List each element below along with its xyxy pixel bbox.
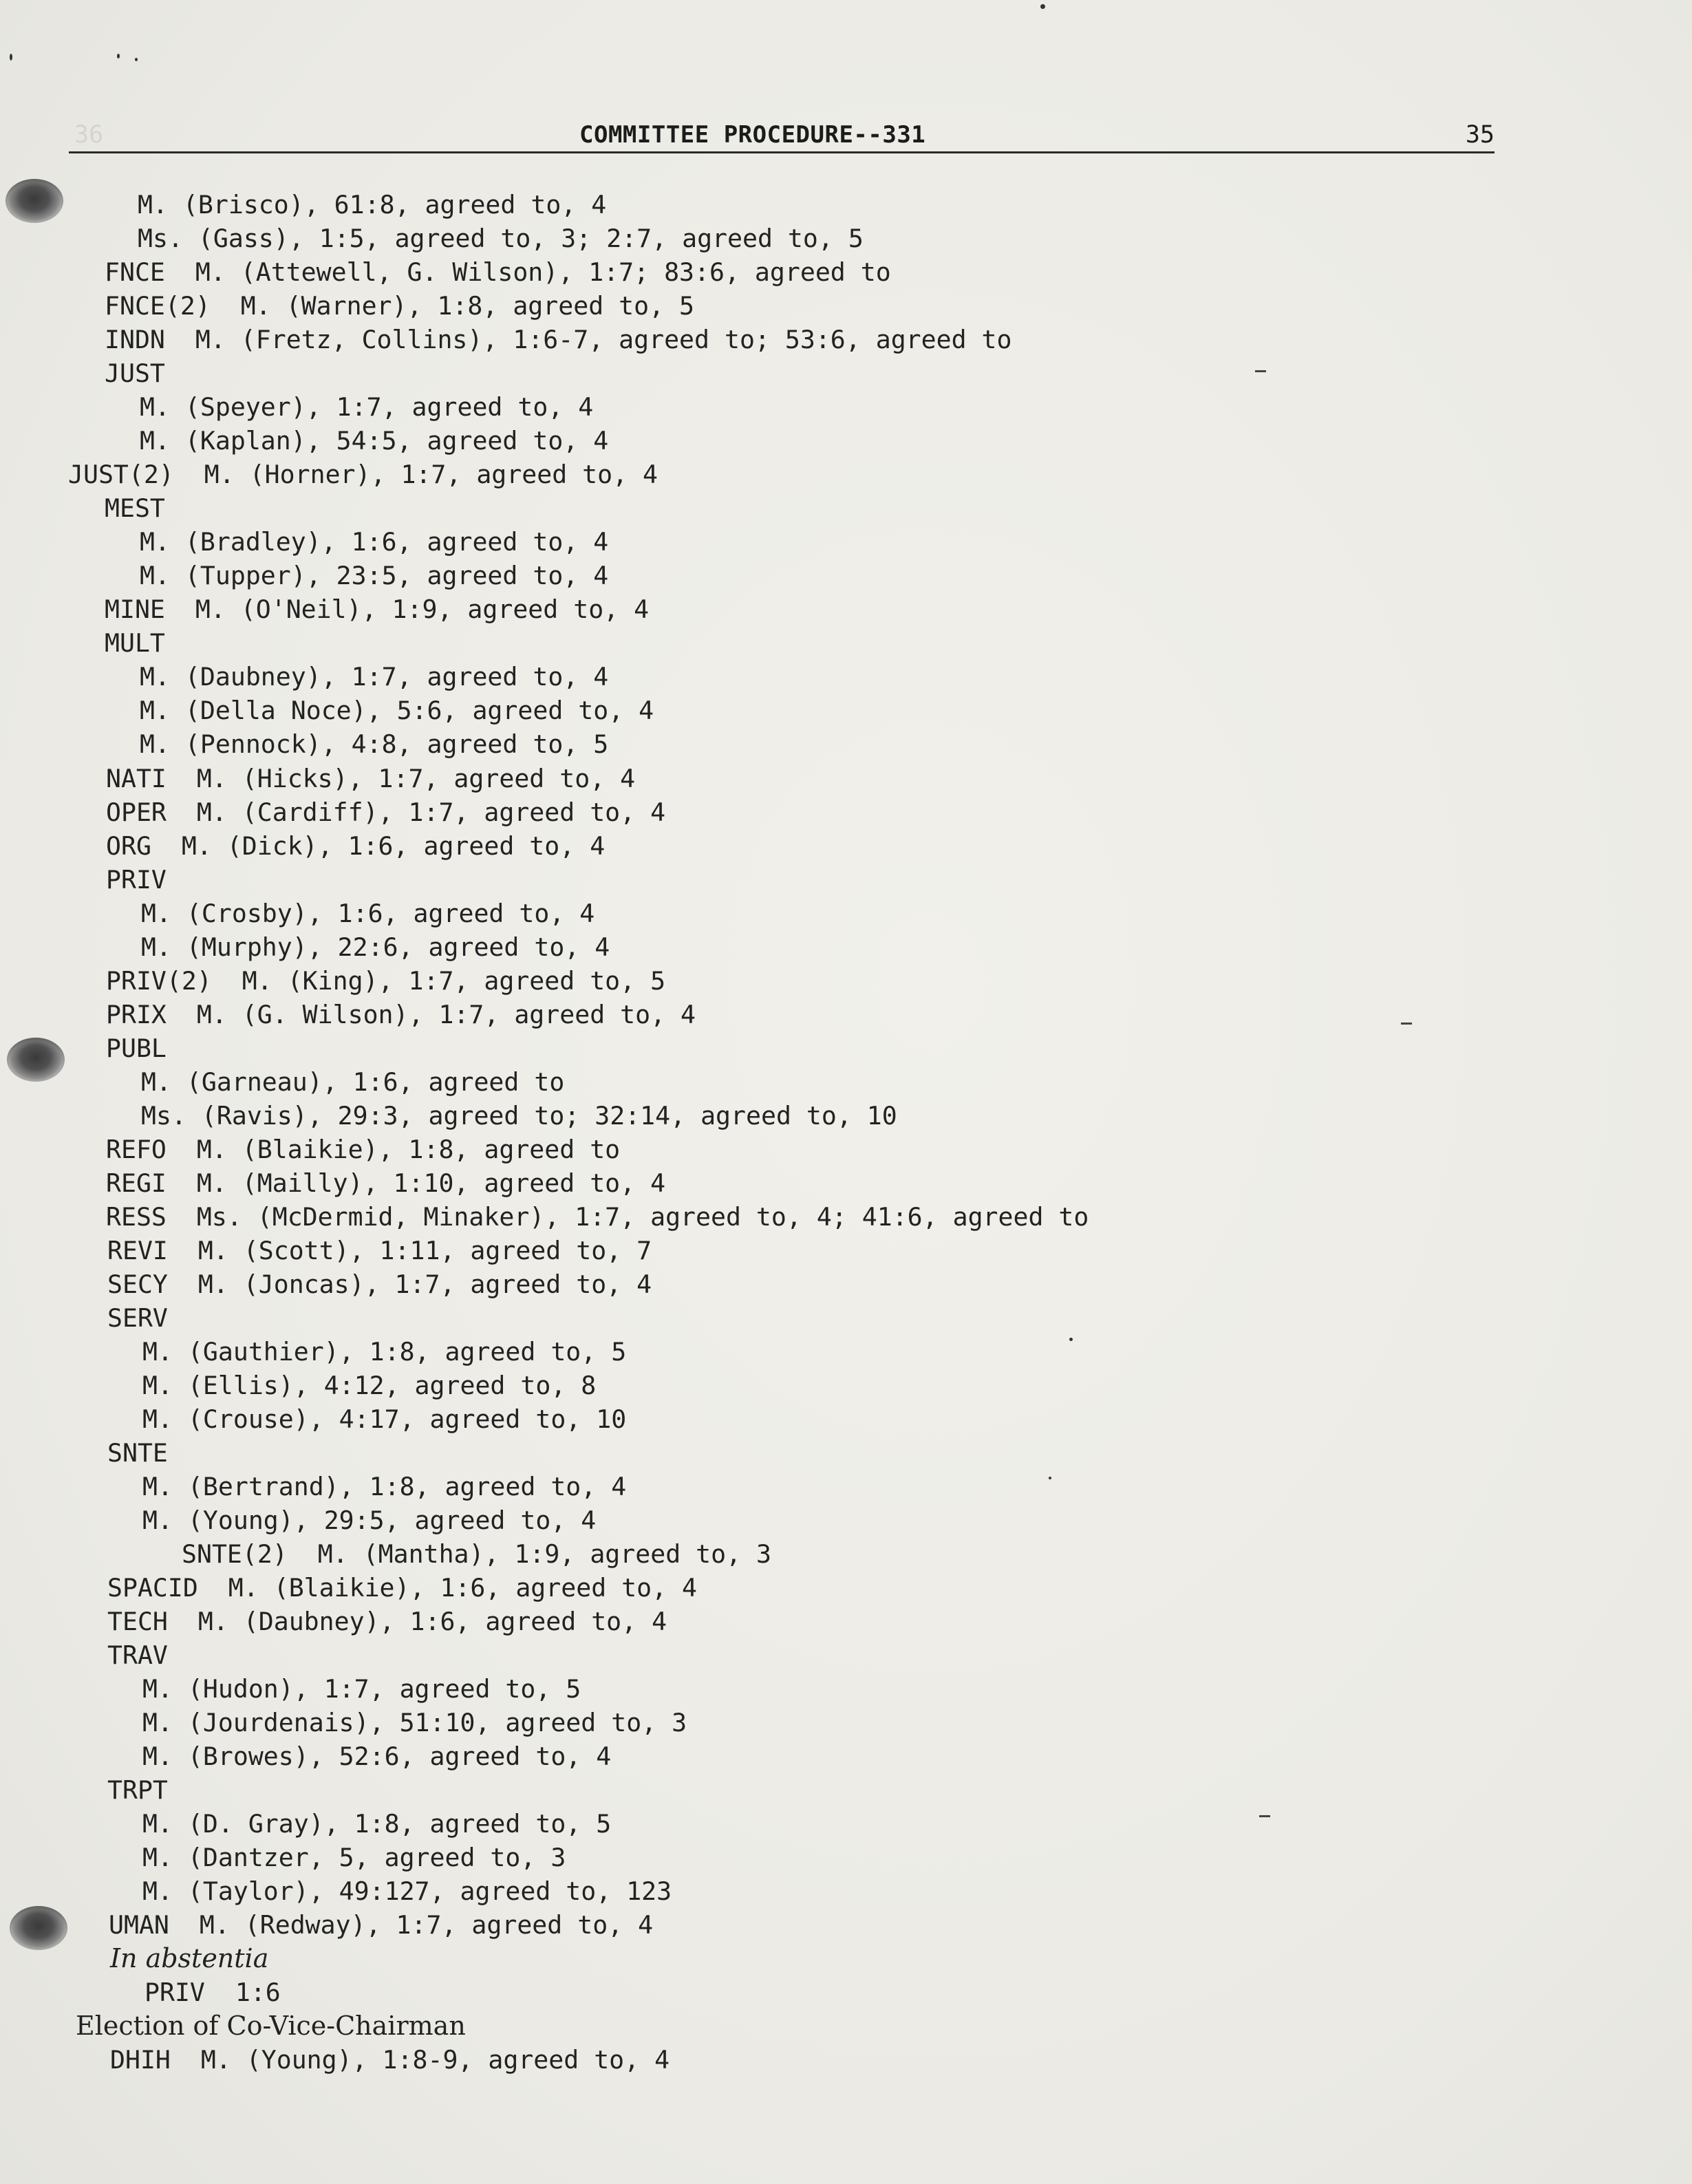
entry-line: NATI M. (Hicks), 1:7, agreed to, 4	[106, 764, 636, 793]
entry-line: M. (Taylor), 49:127, agreed to, 123	[142, 1876, 672, 1906]
entry-line: M. (Murphy), 22:6, agreed to, 4	[141, 932, 610, 962]
entry-line: M. (Kaplan), 54:5, agreed to, 4	[140, 426, 609, 456]
entry-line: UMAN M. (Redway), 1:7, agreed to, 4	[109, 1910, 654, 1940]
entry-line: PRIV 1:6	[144, 1978, 281, 2007]
entry-line: M. (Della Noce), 5:6, agreed to, 4	[140, 696, 654, 725]
page-number: 35	[1465, 121, 1495, 149]
entry-line: DHIH M. (Young), 1:8-9, agreed to, 4	[110, 2045, 670, 2075]
entry-line: M. (Crosby), 1:6, agreed to, 4	[141, 899, 595, 928]
entry-line: Ms. (Gass), 1:5, agreed to, 3; 2:7, agreed to, 5	[138, 224, 864, 253]
margin-mark	[1259, 1815, 1270, 1817]
entry-line: RESS Ms. (McDermid, Minaker), 1:7, agreed to, 4; 41:6, agreed to	[106, 1202, 1089, 1232]
entry-line: JUST	[105, 358, 165, 388]
entry-line: OPER M. (Cardiff), 1:7, agreed to, 4	[106, 797, 666, 827]
entry-line: M. (Gauthier), 1:8, agreed to, 5	[142, 1337, 627, 1367]
entry-line: PRIX M. (G. Wilson), 1:7, agreed to, 4	[106, 1000, 696, 1029]
margin-mark	[1401, 1023, 1412, 1025]
entry-line: M. (Garneau), 1:6, agreed to	[141, 1067, 565, 1097]
entry-line: PRIV	[106, 865, 167, 895]
entry-line: REVI M. (Scott), 1:11, agreed to, 7	[107, 1236, 652, 1265]
speck	[135, 58, 138, 61]
entry-line: TECH M. (Daubney), 1:6, agreed to, 4	[107, 1607, 667, 1636]
entry-line: M. (Young), 29:5, agreed to, 4	[142, 1506, 597, 1535]
entry-line: SPACID M. (Blaikie), 1:6, agreed to, 4	[107, 1573, 698, 1603]
entry-line: PRIV(2) M. (King), 1:7, agreed to, 5	[106, 966, 666, 996]
entry-line: M. (Hudon), 1:7, agreed to, 5	[142, 1674, 581, 1704]
entry-line: SNTE	[107, 1438, 168, 1468]
entry-line: Ms. (Ravis), 29:3, agreed to; 32:14, agreed to, 10	[141, 1101, 897, 1131]
entry-line: REGI M. (Mailly), 1:10, agreed to, 4	[106, 1168, 666, 1198]
entry-line: M. (Pennock), 4:8, agreed to, 5	[140, 729, 609, 759]
entry-line: M. (Dantzer, 5, agreed to, 3	[142, 1843, 566, 1872]
punch-hole	[10, 1906, 67, 1950]
margin-mark	[1255, 370, 1266, 372]
section-subheading: In abstentia	[110, 1943, 269, 1973]
entry-line: SERV	[107, 1303, 168, 1333]
speck	[1040, 4, 1045, 9]
entry-line: TRPT	[107, 1775, 168, 1805]
entry-line: M. (Speyer), 1:7, agreed to, 4	[140, 392, 594, 422]
speck	[117, 54, 120, 58]
entry-line: M. (D. Gray), 1:8, agreed to, 5	[142, 1809, 612, 1839]
entry-line: M. (Bertrand), 1:8, agreed to, 4	[142, 1472, 627, 1501]
speck	[1069, 1338, 1073, 1341]
entry-line: JUST(2) M. (Horner), 1:7, agreed to, 4	[68, 460, 658, 489]
entry-line: INDN M. (Fretz, Collins), 1:6-7, agreed to; 53:6, agreed to	[105, 325, 1012, 354]
section-heading: Election of Co-Vice-Chairman	[76, 2011, 466, 2041]
entry-line: ORG M. (Dick), 1:6, agreed to, 4	[106, 831, 606, 861]
entry-line: REFO M. (Blaikie), 1:8, agreed to	[106, 1135, 621, 1164]
entry-line: TRAV	[107, 1640, 168, 1670]
speck	[1049, 1477, 1051, 1479]
entry-line: FNCE M. (Attewell, G. Wilson), 1:7; 83:6, agreed to	[105, 257, 891, 287]
entry-line: M. (Bradley), 1:6, agreed to, 4	[140, 527, 609, 557]
entry-line: PUBL	[106, 1034, 167, 1063]
entry-line: FNCE(2) M. (Warner), 1:8, agreed to, 5	[105, 291, 695, 321]
entry-line: M. (Browes), 52:6, agreed to, 4	[142, 1742, 612, 1771]
entry-line: M. (Crouse), 4:17, agreed to, 10	[142, 1404, 627, 1434]
entry-line: MEST	[105, 493, 165, 523]
entry-line: SNTE(2) M. (Mantha), 1:9, agreed to, 3	[182, 1539, 772, 1569]
entry-line: MULT	[105, 628, 165, 658]
running-head-title: COMMITTEE PROCEDURE--331	[579, 121, 926, 149]
punch-hole	[6, 179, 63, 223]
entry-line: M. (Jourdenais), 51:10, agreed to, 3	[142, 1708, 687, 1737]
speck	[10, 54, 12, 61]
entry-line: MINE M. (O'Neil), 1:9, agreed to, 4	[105, 595, 650, 624]
entry-line: M. (Ellis), 4:12, agreed to, 8	[142, 1371, 597, 1400]
entry-line: M. (Daubney), 1:7, agreed to, 4	[140, 662, 609, 692]
entry-line: M. (Brisco), 61:8, agreed to, 4	[138, 190, 607, 220]
entry-line: M. (Tupper), 23:5, agreed to, 4	[140, 561, 609, 590]
running-head	[69, 117, 1495, 153]
punch-hole	[7, 1038, 65, 1082]
bleed-page-number: 36	[74, 121, 104, 149]
entry-line: SECY M. (Joncas), 1:7, agreed to, 4	[107, 1270, 652, 1299]
